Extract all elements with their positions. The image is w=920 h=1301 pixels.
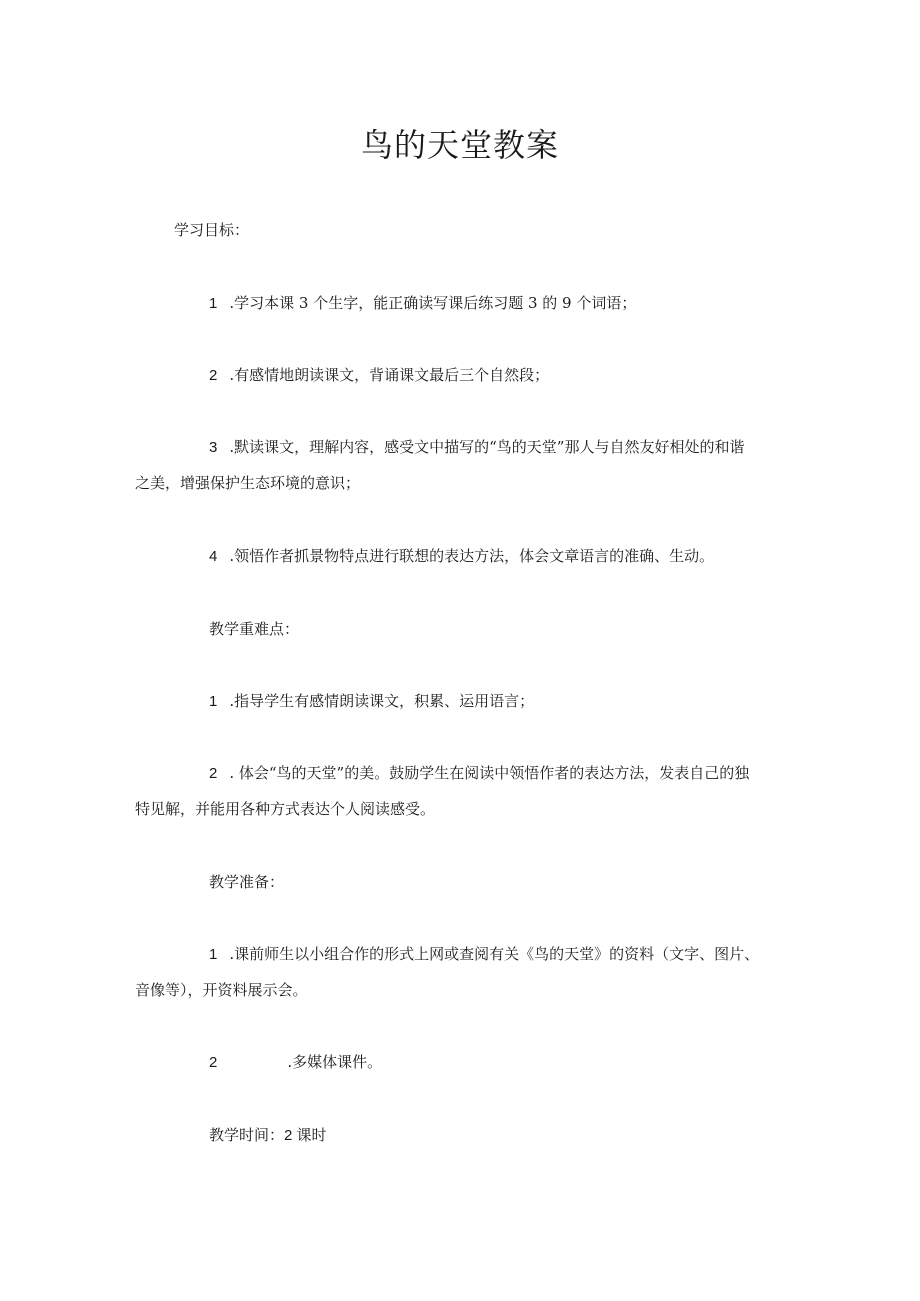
- keypoint-item-1-number: 1: [209, 693, 218, 710]
- keypoint-item-2-text-line1: . 体会“鸟的天堂”的美。鼓励学生在阅读中领悟作者的表达方法，发表自己的独: [229, 764, 750, 782]
- preparation-item-1-number: 1: [209, 946, 218, 963]
- preparation-item-1-text-line1: .课前师生以小组合作的形式上网或查阅有关《鸟的天堂》的资料（文字、图片、: [229, 945, 760, 963]
- keypoint-item-2-continuation: 特见解，并能用各种方式表达个人阅读感受。: [135, 800, 436, 818]
- preparation-item-2: [209, 1052, 382, 1073]
- goal-item-3-text-line1: .默读课文，理解内容，感受文中描写的“鸟的天堂”那人与自然友好相处的和谐: [229, 438, 745, 456]
- goals-heading: 学习目标：: [174, 221, 250, 239]
- keypoint-item-1-text: .指导学生有感情朗读课文，积累、运用语言；: [229, 692, 535, 710]
- keypoint-item-2-number: 2: [209, 765, 218, 782]
- goal-item-4-text: .领悟作者抓景物特点进行联想的表达方法，体会文章语言的准确、生动。: [229, 547, 715, 565]
- keypoint-item-1: [209, 691, 534, 712]
- goal-item-1-text: .学习本课 3 个生字，能正确读写课后练习题 3 的 9 个词语；: [229, 294, 637, 312]
- goal-item-1-number: 1: [209, 295, 218, 312]
- keypoint-item-2: [209, 763, 749, 784]
- preparation-item-2-text: .多媒体课件。: [287, 1053, 383, 1071]
- goal-item-1: [209, 293, 636, 314]
- document-title: 鸟的天堂教案: [360, 126, 559, 164]
- teaching-time-label: 教学时间：: [209, 1126, 285, 1144]
- goal-item-3: [209, 437, 744, 458]
- preparation-heading: 教学准备：: [209, 873, 285, 891]
- goal-item-2-text: .有感情地朗读课文，背诵课文最后三个自然段；: [229, 366, 550, 384]
- goal-item-2-number: 2: [209, 367, 218, 384]
- goal-item-4-number: 4: [209, 548, 218, 565]
- teaching-time-value: 2 课时: [284, 1127, 327, 1144]
- preparation-item-2-number: 2: [209, 1054, 218, 1071]
- goal-item-3-continuation: 之美，增强保护生态环境的意识；: [135, 474, 361, 492]
- goal-item-4: [209, 546, 714, 567]
- goal-item-3-number: 3: [209, 439, 218, 456]
- preparation-item-1: [209, 944, 759, 965]
- teaching-time: [209, 1125, 327, 1146]
- goal-item-2: [209, 365, 549, 386]
- keypoints-heading: 教学重难点：: [209, 620, 300, 638]
- preparation-item-1-continuation: 音像等），开资料展示会。: [135, 981, 308, 999]
